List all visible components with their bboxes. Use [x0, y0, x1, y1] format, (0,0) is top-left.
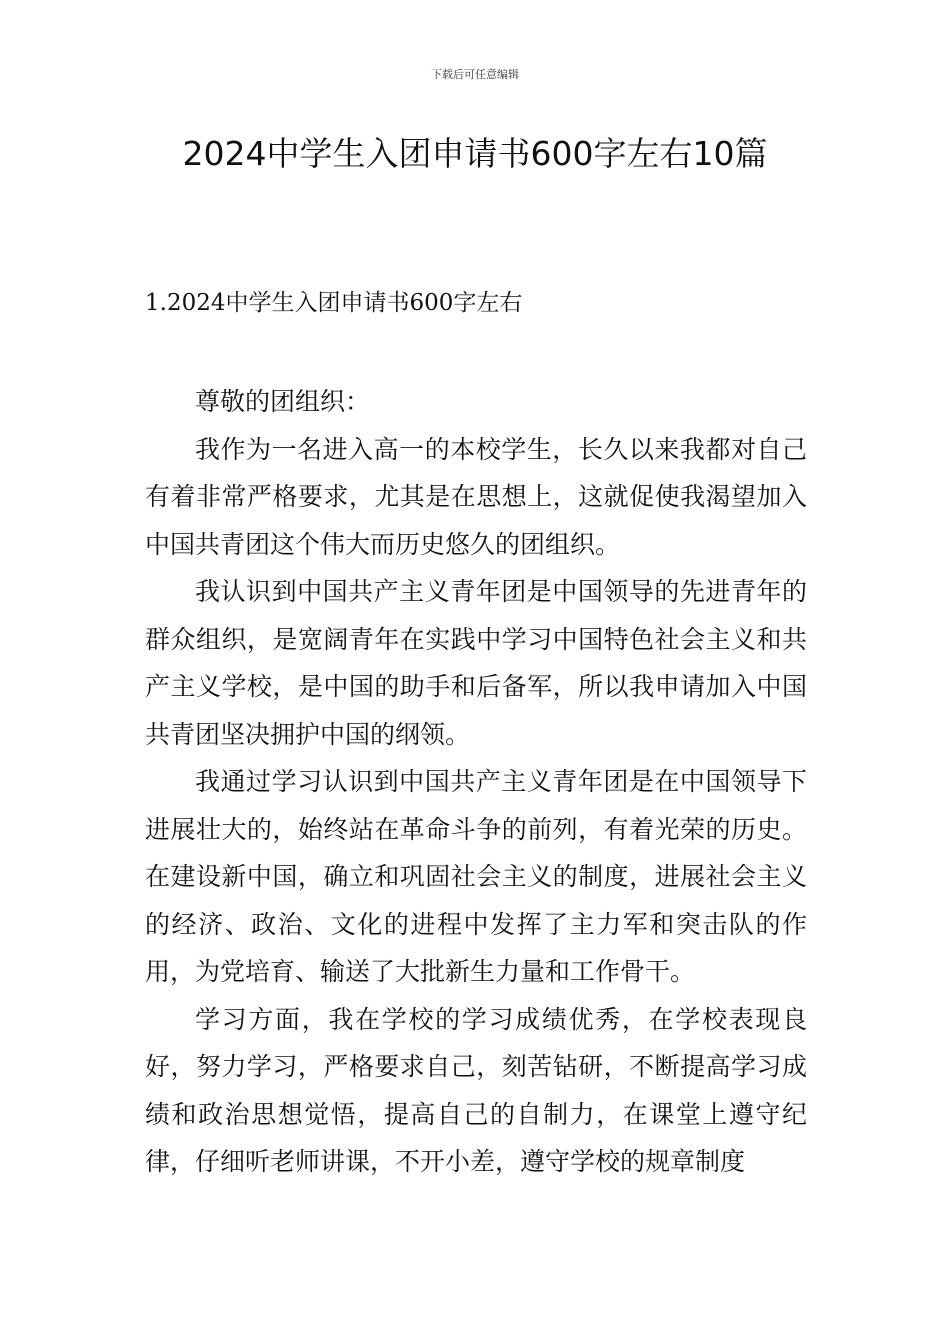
paragraph-1: 我作为一名进入高一的本校学生，长久以来我都对自己有着非常严格要求，尤其是在思想上，这就促使我渴望加入中国共青团这个伟大而历史悠久的团组织。: [145, 434, 807, 559]
salutation: 尊敬的团组织：: [195, 387, 371, 416]
section-heading: 1.2024中学生入团申请书600字左右: [145, 290, 523, 316]
paragraph-2: 我认识到中国共产主义青年团是中国领导的先进青年的群众组织，是宽阔青年在实践中学习中国特色社会主义和共产主义学校，是中国的助手和后备军，所以我申请加入中国共青团坚决拥护中国的纲领。: [145, 577, 807, 749]
paragraph-4: 学习方面，我在学校的学习成绩优秀，在学校表现良好，努力学习，严格要求自己，刻苦钻研，不断提高学习成绩和政治思想觉悟，提高自己的自制力，在课堂上遵守纪律，仔细听老师讲课，不开小差，遵守学校的规章制度: [145, 1004, 807, 1176]
paragraph-3: 我通过学习认识到中国共产主义青年团是在中国领导下进展壮大的，始终站在革命斗争的前列，有着光荣的历史。在建设新中国，确立和巩固社会主义的制度，进展社会主义的经济、政治、文化的进程中发挥了主力军和突击队的作用，为党培育、输送了大批新生力量和工作骨干。: [145, 767, 807, 986]
header-note: 下载后可任意编辑: [431, 68, 519, 81]
document-title: 2024中学生入团申请书600字左右10篇: [182, 134, 768, 173]
letter-body: [145, 378, 807, 1186]
